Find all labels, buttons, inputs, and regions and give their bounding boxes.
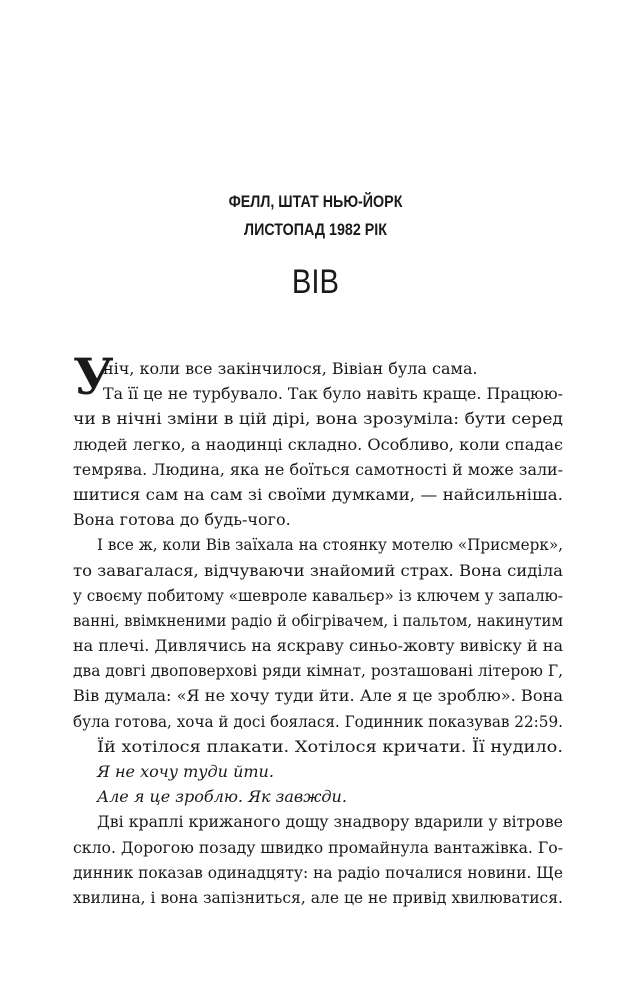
text-line: Їй хотілося плакати. Хотілося кричати. Її нудило. — [97, 736, 564, 756]
text-line-italic: Я не хочу туди йти. — [97, 762, 274, 781]
text-line: темрява. Людина, яка не боїться самотності й може зали- — [73, 459, 564, 479]
drop-cap: У — [73, 347, 114, 406]
text-line: Та її це не турбувало. Так було навіть краще. Працюю- — [103, 384, 563, 404]
text-line: І все ж, коли Вів заїхала на стоянку мотелю «Присмерк», — [97, 535, 564, 555]
text-line: Дві краплі крижаного дощу знадвору вдарили у вітрове — [97, 812, 563, 832]
text-line: Вів думала: «Я не хочу туди йти. Але я це зроблю». Вона — [73, 686, 564, 706]
text-line: ніч, коли все закінчилося, Вівіан була сама. — [103, 359, 478, 378]
chapter-location: ФЕЛЛ, ШТАТ НЬЮ-ЙОРК — [228, 192, 403, 211]
text-line: скло. Дорогою позаду швидко промайнула вантажівка. Го- — [73, 837, 564, 857]
text-line: динник показав одинадцяту: на радіо почалися новини. Ще — [73, 862, 563, 882]
text-line: у своєму побитому «шевроле кавальєр» із ключем у запалю- — [73, 585, 563, 605]
text-line: шитися сам на сам зі своїми думками, — найсильніша. — [73, 484, 563, 504]
text-line: хвилина, і вона запізниться, але це не привід хвилюватися. — [73, 887, 563, 907]
text-line: два довгі двоповерхові ряди кімнат, розташовані літерою Г, — [73, 661, 563, 681]
text-line: ванні, ввімкненими радіо й обігрівачем, і пальтом, накинутим — [73, 610, 564, 630]
text-line: то завагалася, відчуваючи знайомий страх. Вона сиділа — [73, 560, 563, 580]
text-line: Вона готова до будь-чого. — [73, 510, 291, 530]
body-text — [73, 356, 563, 910]
text-line: на плечі. Дивлячись на яскраву синьо-жовту вивіску й на — [73, 636, 563, 656]
text-line-italic: Але я це зроблю. Як завжди. — [97, 787, 347, 807]
chapter-title: ВІВ — [291, 263, 340, 301]
chapter-date: ЛИСТОПАД 1982 РІК — [244, 220, 387, 239]
text-line: чи в нічні зміни в цій дірі, вона зрозуміла: бути серед — [73, 409, 564, 429]
text-line: людей легко, а наодинці складно. Особливо, коли спадає — [73, 434, 563, 454]
text-line: була готова, хоча й досі боялася. Годинник показував 22:59. — [73, 711, 563, 731]
